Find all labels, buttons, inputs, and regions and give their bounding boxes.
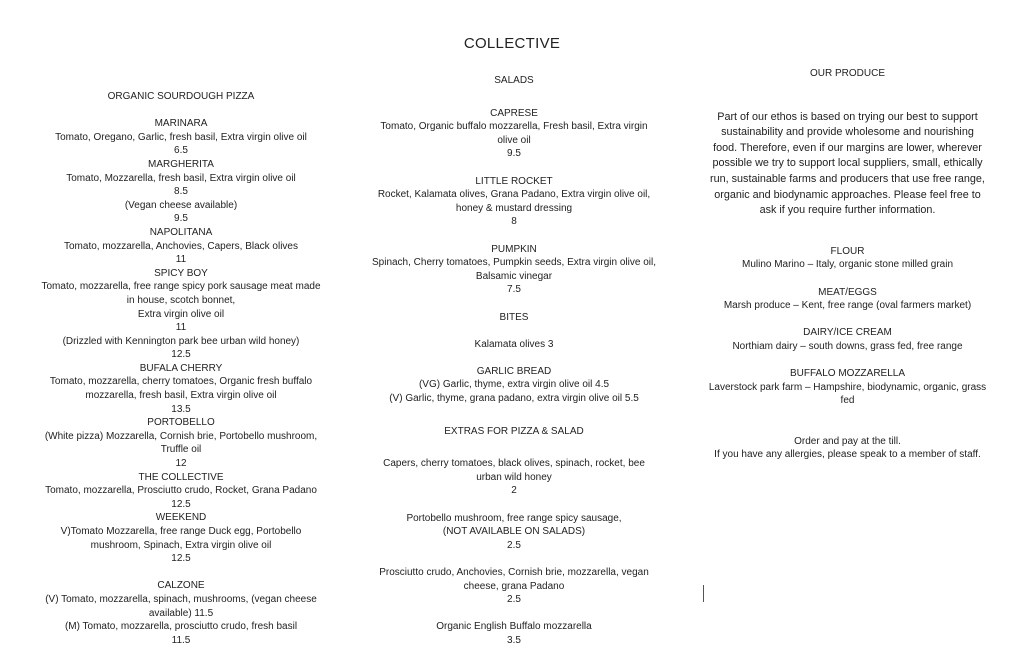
bites-heading: BITES <box>499 311 529 323</box>
menu-line: fed <box>840 395 855 407</box>
buffalo-supplier <box>700 367 995 408</box>
menu-line: MARGHERITA <box>148 158 214 170</box>
menu-line: 11 <box>175 322 187 334</box>
menu-line: Tomato, mozzarella, free range spicy pork sausage meat made <box>41 281 321 293</box>
caprese-item <box>368 107 660 161</box>
menu-line: Prosciutto crudo, Anchovies, Cornish brie, mozzarella, vegan <box>379 567 649 578</box>
menu-line: MARINARA <box>154 118 208 130</box>
ethos-line: possible we try to support local suppliers, small, ethically <box>712 157 983 170</box>
menu-line: (M) Tomato, mozzarella, prosciutto crudo, fresh basil <box>64 621 298 633</box>
menu-line: BUFFALO MOZZARELLA <box>789 368 906 380</box>
extra-item <box>368 620 660 647</box>
menu-line: Balsamic vinegar <box>475 270 553 282</box>
menu-line: CAPRESE <box>490 107 538 119</box>
menu-line: Tomato, mozzarella, Anchovies, Capers, Black olives <box>64 240 298 252</box>
menu-line: Tomato, Mozzarella, fresh basil, Extra virgin olive oil <box>66 172 296 184</box>
menu-line: (VG) Garlic, thyme, extra virgin olive oil 4.5 <box>418 379 610 391</box>
menu-line: (V) Garlic, thyme, grana padano, extra virgin olive oil 5.5 <box>389 393 639 405</box>
menu-line: 12.5 <box>171 349 191 361</box>
menu-line: Portobello mushroom, free range spicy sausage, <box>406 512 622 524</box>
menu-line: SPICY BOY <box>154 267 208 279</box>
menu-line: 7.5 <box>507 284 521 296</box>
menu-line: Mulino Marino – Italy, organic stone milled grain <box>741 259 954 271</box>
menu-line: Northiam dairy – south downs, grass fed, free range <box>732 340 963 352</box>
ethos-line: food. Therefore, even if our margins are lower, wherever <box>713 141 982 154</box>
menu-line: Tomato, Oregano, Garlic, fresh basil, Extra virgin olive oil <box>55 131 307 143</box>
text-cursor <box>703 585 704 602</box>
garlic-bread-item <box>368 365 660 406</box>
menu-line: 12.5 <box>171 553 191 565</box>
ethos-line: Part of our ethos is based on trying our best to support <box>717 110 978 123</box>
menu-line: Tomato, mozzarella, Prosciutto crudo, Rocket, Grana Padano <box>45 485 317 497</box>
menu-line: MEAT/EGGS <box>818 286 877 298</box>
ethos-line: organic and biodynamic approaches. Please feel free to <box>714 188 981 201</box>
menu-line: in house, scotch bonnet, <box>126 294 236 306</box>
calzone-section <box>36 579 326 647</box>
extra-item <box>368 512 660 553</box>
menu-line: Order and pay at the till. <box>794 435 901 447</box>
ethos-line: sustainability and provide wholesome and nourishing <box>721 126 974 139</box>
menu-line: Tomato, mozzarella, cherry tomatoes, Organic fresh buffalo <box>49 376 313 388</box>
menu-line: PORTOBELLO <box>147 417 215 429</box>
menu-line: 9.5 <box>174 213 188 225</box>
menu-line: cheese, grana Padano <box>463 580 565 592</box>
pizza-list <box>36 117 326 566</box>
pizza-column <box>36 90 326 647</box>
menu-line: 8 <box>511 216 517 228</box>
extra-item <box>368 457 660 498</box>
menu-line: THE COLLECTIVE <box>138 471 224 483</box>
produce-column <box>700 67 995 462</box>
flour-supplier <box>700 245 995 272</box>
menu-line: 11.5 <box>171 634 191 646</box>
menu-line: Organic English Buffalo mozzarella <box>436 621 592 633</box>
menu-line: Truffle oil <box>160 444 202 456</box>
menu-line: mushroom, Spinach, Extra virgin olive oil <box>90 539 272 551</box>
menu-line: NAPOLITANA <box>149 226 213 238</box>
menu-line: Spinach, Cherry tomatoes, Pumpkin seeds, Extra virgin olive oil, <box>371 257 656 269</box>
produce-heading: OUR PRODUCE <box>809 68 885 79</box>
menu-title: COLLECTIVE <box>463 35 561 52</box>
footer-note <box>700 435 995 462</box>
menu-line: 6.5 <box>174 145 188 157</box>
menu-line: urban wild honey <box>476 471 552 483</box>
pumpkin-item <box>368 243 660 297</box>
menu-line: Rocket, Kalamata olives, Grana Padano, Extra virgin olive oil, <box>377 189 651 201</box>
ethos-line: ask if you require further information. <box>759 204 936 217</box>
menu-line: honey & mustard dressing <box>455 202 573 214</box>
meat-supplier <box>700 286 995 313</box>
menu-line: BUFALA CHERRY <box>139 362 223 374</box>
menu-line: Tomato, Organic buffalo mozzarella, Fresh basil, Extra virgin <box>380 121 648 133</box>
menu-line: WEEKEND <box>155 512 207 524</box>
menu-line: 12 <box>175 458 187 470</box>
menu-line: 12.5 <box>171 498 191 510</box>
menu-line: (NOT AVAILABLE ON SALADS) <box>442 526 586 538</box>
pizza-heading: ORGANIC SOURDOUGH PIZZA <box>107 91 255 102</box>
extra-item <box>368 566 660 607</box>
menu-line: 11 <box>175 254 187 266</box>
menu-line: olive oil <box>497 134 531 146</box>
menu-line: CALZONE <box>157 580 205 592</box>
extras-heading: EXTRAS FOR PIZZA & SALAD <box>444 425 584 437</box>
menu-line: 9.5 <box>507 148 521 160</box>
menu-line: GARLIC BREAD <box>476 365 552 377</box>
menu-line: (Drizzled with Kennington park bee urban wild honey) <box>62 335 300 347</box>
menu-line: DAIRY/ICE CREAM <box>803 327 892 339</box>
dairy-supplier <box>700 326 995 353</box>
menu-line: Laverstock park farm – Hampshire, biodynamic, organic, grass <box>708 381 987 393</box>
salads-column <box>368 74 660 648</box>
menu-line: Marsh produce – Kent, free range (oval farmers market) <box>723 300 972 312</box>
menu-line: 2 <box>511 485 517 497</box>
little-rocket-item <box>368 175 660 229</box>
menu-line: mozzarella, fresh basil, Extra virgin olive oil <box>85 390 277 402</box>
menu-line: 2.5 <box>507 539 521 551</box>
menu-line: V)Tomato Mozzarella, free range Duck egg, Portobello <box>60 526 302 537</box>
menu-line: PUMPKIN <box>491 243 537 255</box>
olives-item: Kalamata olives 3 <box>474 338 554 350</box>
menu-line: 13.5 <box>171 403 191 415</box>
menu-line: 8.5 <box>174 186 188 198</box>
menu-line: Extra virgin olive oil <box>137 308 225 320</box>
ethos-line: run, sustainable farms and producers that use free range, <box>710 172 985 185</box>
menu-line: If you have any allergies, please speak to a member of staff. <box>714 449 981 461</box>
menu-line: (Vegan cheese available) <box>124 199 238 211</box>
menu-line: (White pizza) Mozzarella, Cornish brie, Portobello mushroom, <box>44 430 318 442</box>
ethos-paragraph <box>700 110 995 219</box>
salads-heading: SALADS <box>494 75 534 86</box>
menu-line: LITTLE ROCKET <box>475 175 553 187</box>
menu-line: 2.5 <box>507 594 521 606</box>
menu-line: 3.5 <box>507 634 521 646</box>
menu-line: (V) Tomato, mozzarella, spinach, mushrooms, (vegan cheese <box>45 593 317 605</box>
menu-line: Capers, cherry tomatoes, black olives, spinach, rocket, bee <box>383 458 645 470</box>
menu-line: available) 11.5 <box>148 607 214 619</box>
menu-line: FLOUR <box>830 245 865 257</box>
